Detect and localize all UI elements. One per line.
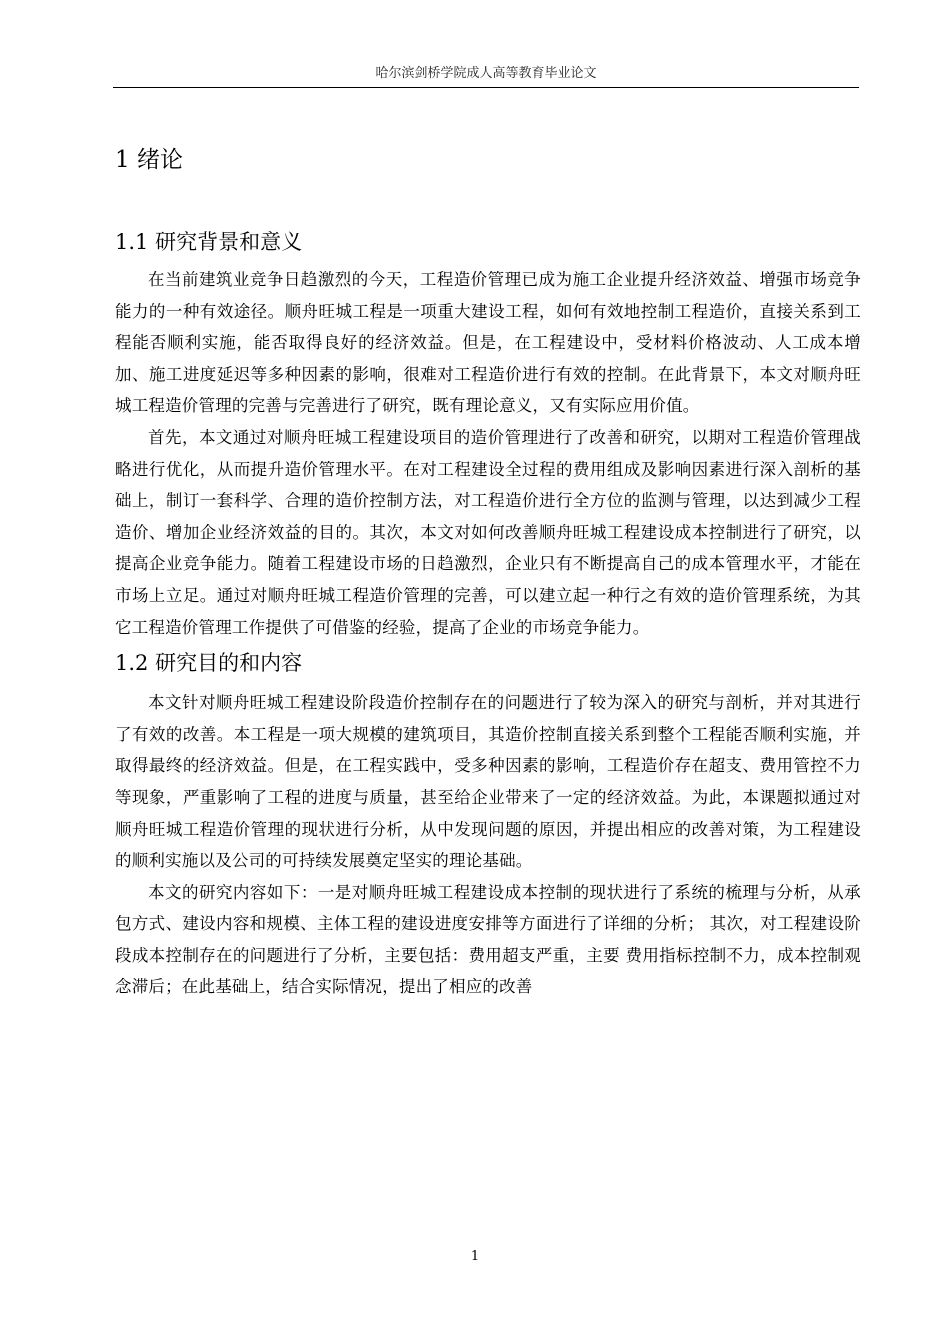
page-number: 1: [470, 1249, 480, 1264]
paragraph: 本文的研究内容如下：一是对顺舟旺城工程建设成本控制的现状进行了系统的梳理与分析，从承包方式、建设内容和规模、主体工程的建设进度安排等方面进行了详细的分析； 其次，对工程建设阶段成本控制存在的问题进行了分析，主要包括：费用超支严重，主要 费用指标控制不力，成本控制观念滞后；在此基础上，结合实际情况，提出了相应的改善: [115, 882, 861, 997]
paragraph: 首先，本文通过对顺舟旺城工程建设项目的造价管理进行了改善和研究，以期对工程造价管理战略进行优化，从而提升造价管理水平。在对工程建设全过程的费用组成及影响因素进行深入剖析的基础上，制订一套科学、合理的造价控制方法，对工程造价进行全方位的监测与管理，以达到减少工程造价、增加企业经济效益的目的。其次，本文对如何改善顺舟旺城工程建设成本控制进行了研究，以提高企业竞争能力。随着工程建设市场的日趋激烈，企业只有不断提高自己的成本管理水平，才能在市场上立足。通过对顺舟旺城工程造价管理的完善，可以建立起一种行之有效的造价管理系统，为其它工程造价管理工作提供了可借鉴的经验，提高了企业的市场竞争能力。: [115, 427, 861, 637]
header-divider: [113, 87, 859, 88]
section-title-1-1: 1.1 研究背景和意义: [115, 230, 303, 254]
section-title-1-2: 1.2 研究目的和内容: [115, 651, 303, 676]
paragraph: 本文针对顺舟旺城工程建设阶段造价控制存在的问题进行了较为深入的研究与剖析，并对其进行了有效的改善。本工程是一项大规模的建筑项目，其造价控制直接关系到整个工程能否顺利实施，并取得最终的经济效益。但是，在工程实践中，受多种因素的影响，工程造价存在超支、费用管控不力等现象，严重影响了工程的进度与质量，甚至给企业带来了一定的经济效益。为此，本课题拟通过对顺舟旺城工程造价管理的现状进行分析，从中发现问题的原因，并提出相应的改善对策，为工程建设的顺利实施以及公司的可持续发展奠定坚实的理论基础。: [115, 693, 861, 871]
chapter-title: 1 绪论: [115, 147, 183, 173]
paragraph: 在当前建筑业竞争日趋激烈的今天，工程造价管理已成为施工企业提升经济效益、增强市场竞争能力的一种有效途径。顺舟旺城工程是一项重大建设工程，如何有效地控制工程造价，直接关系到工程能否顺利实施，能否取得良好的经济效益。但是，在工程建设中，受材料价格波动、人工成本增加、施工进度延迟等多种因素的影响，很难对工程造价进行有效的控制。在此背景下，本文对顺舟旺城工程造价管理的完善与完善进行了研究，既有理论意义，又有实际应用价值。: [115, 270, 861, 416]
running-header: 哈尔滨剑桥学院成人高等教育毕业论文: [375, 66, 597, 81]
page-body: [115, 140, 861, 1003]
